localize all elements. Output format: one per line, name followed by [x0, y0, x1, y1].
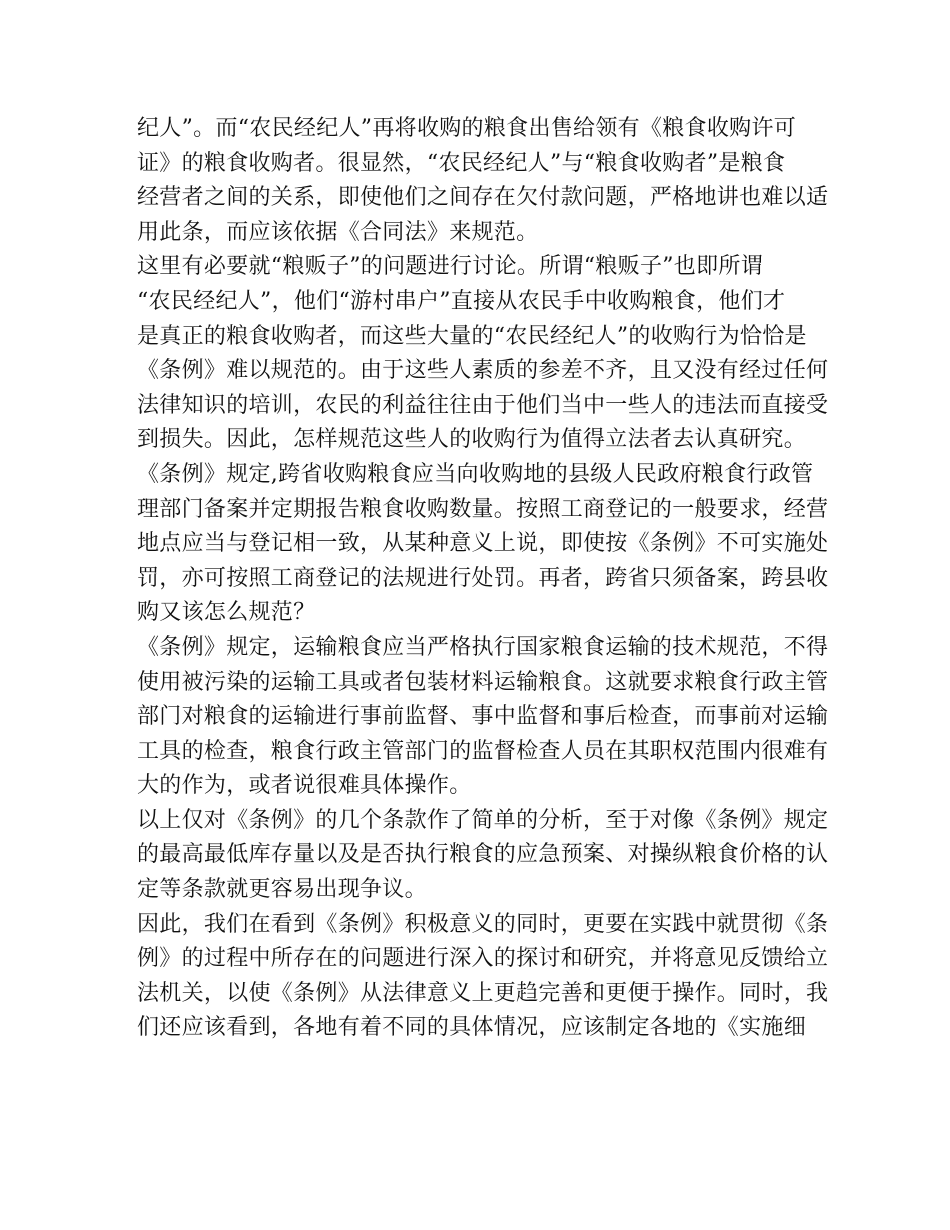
text-line: 《条例》难以规范的。由于这些人素质的参差不齐，且又没有经过任何: [137, 358, 829, 384]
text-line: 大的作为，或者说很难具体操作。: [137, 773, 472, 799]
text-line: 地点应当与登记相一致，从某种意义上说，即使按《条例》不可实施处: [137, 531, 829, 557]
text-line: 工具的检查，粮食行政主管部门的监督检查人员在其职权范围内很难有: [137, 738, 829, 764]
text-line: 经营者之间的关系，即使他们之间存在欠付款问题，严格地讲也难以适: [137, 185, 829, 211]
text-line: 证》的粮食收购者。很显然，“农民经纪人”与“粮食收购者”是粮食: [137, 150, 786, 176]
text-line: “农民经纪人”，他们“游村串户”直接从农民手中收购粮食，他们才: [137, 288, 786, 314]
text-line: 《条例》规定,跨省收购粮食应当向收购地的县级人民政府粮食行政管: [137, 461, 814, 487]
text-line: 们还应该看到，各地有着不同的具体情况，应该制定各地的《实施细: [137, 1015, 807, 1041]
text-line: 罚，亦可按照工商登记的法规进行处罚。再者，跨省只须备案，跨县收: [137, 565, 829, 591]
text-line: 《条例》规定，运输粮食应当严格执行国家粮食运输的技术规范，不得: [137, 634, 829, 660]
text-line: 理部门备案并定期报告粮食收购数量。按照工商登记的一般要求，经营: [137, 496, 829, 522]
text-line: 以上仅对《条例》的几个条款作了简单的分析，至于对像《条例》规定: [137, 807, 829, 833]
text-line: 这里有必要就“粮贩子”的问题进行讨论。所谓“粮贩子”也即所谓: [137, 254, 763, 280]
text-line: 例》的过程中所存在的问题进行深入的探讨和研究，并将意见反馈给立: [137, 946, 829, 972]
text-line: 法律知识的培训，农民的利益往往由于他们当中一些人的违法而直接受: [137, 392, 829, 418]
text-line: 法机关，以使《条例》从法律意义上更趋完善和更便于操作。同时，我: [137, 980, 829, 1006]
body-text: [137, 112, 829, 1046]
text-line: 使用被污染的运输工具或者包装材料运输粮食。这就要求粮食行政主管: [137, 669, 829, 695]
text-line: 的最高最低库存量以及是否执行粮食的应急预案、对操纵粮食价格的认: [137, 842, 829, 868]
text-line: 部门对粮食的运输进行事前监督、事中监督和事后检查，而事前对运输: [137, 704, 829, 730]
text-line: 因此，我们在看到《条例》积极意义的同时，更要在实践中就贯彻《条: [137, 911, 829, 937]
text-line: 用此条，而应该依据《合同法》来规范。: [137, 219, 539, 245]
text-line: 是真正的粮食收购者，而这些大量的“农民经纪人”的收购行为恰恰是: [137, 323, 807, 349]
text-line: 纪人”。而“农民经纪人”再将收购的粮食出售给领有《粮食收购许可: [137, 116, 797, 141]
text-line: 到损失。因此，怎样规范这些人的收购行为值得立法者去认真研究。: [137, 427, 807, 453]
text-line: 定等条款就更容易出现争议。: [137, 877, 427, 903]
text-line: 购又该怎么规范？: [137, 600, 316, 626]
